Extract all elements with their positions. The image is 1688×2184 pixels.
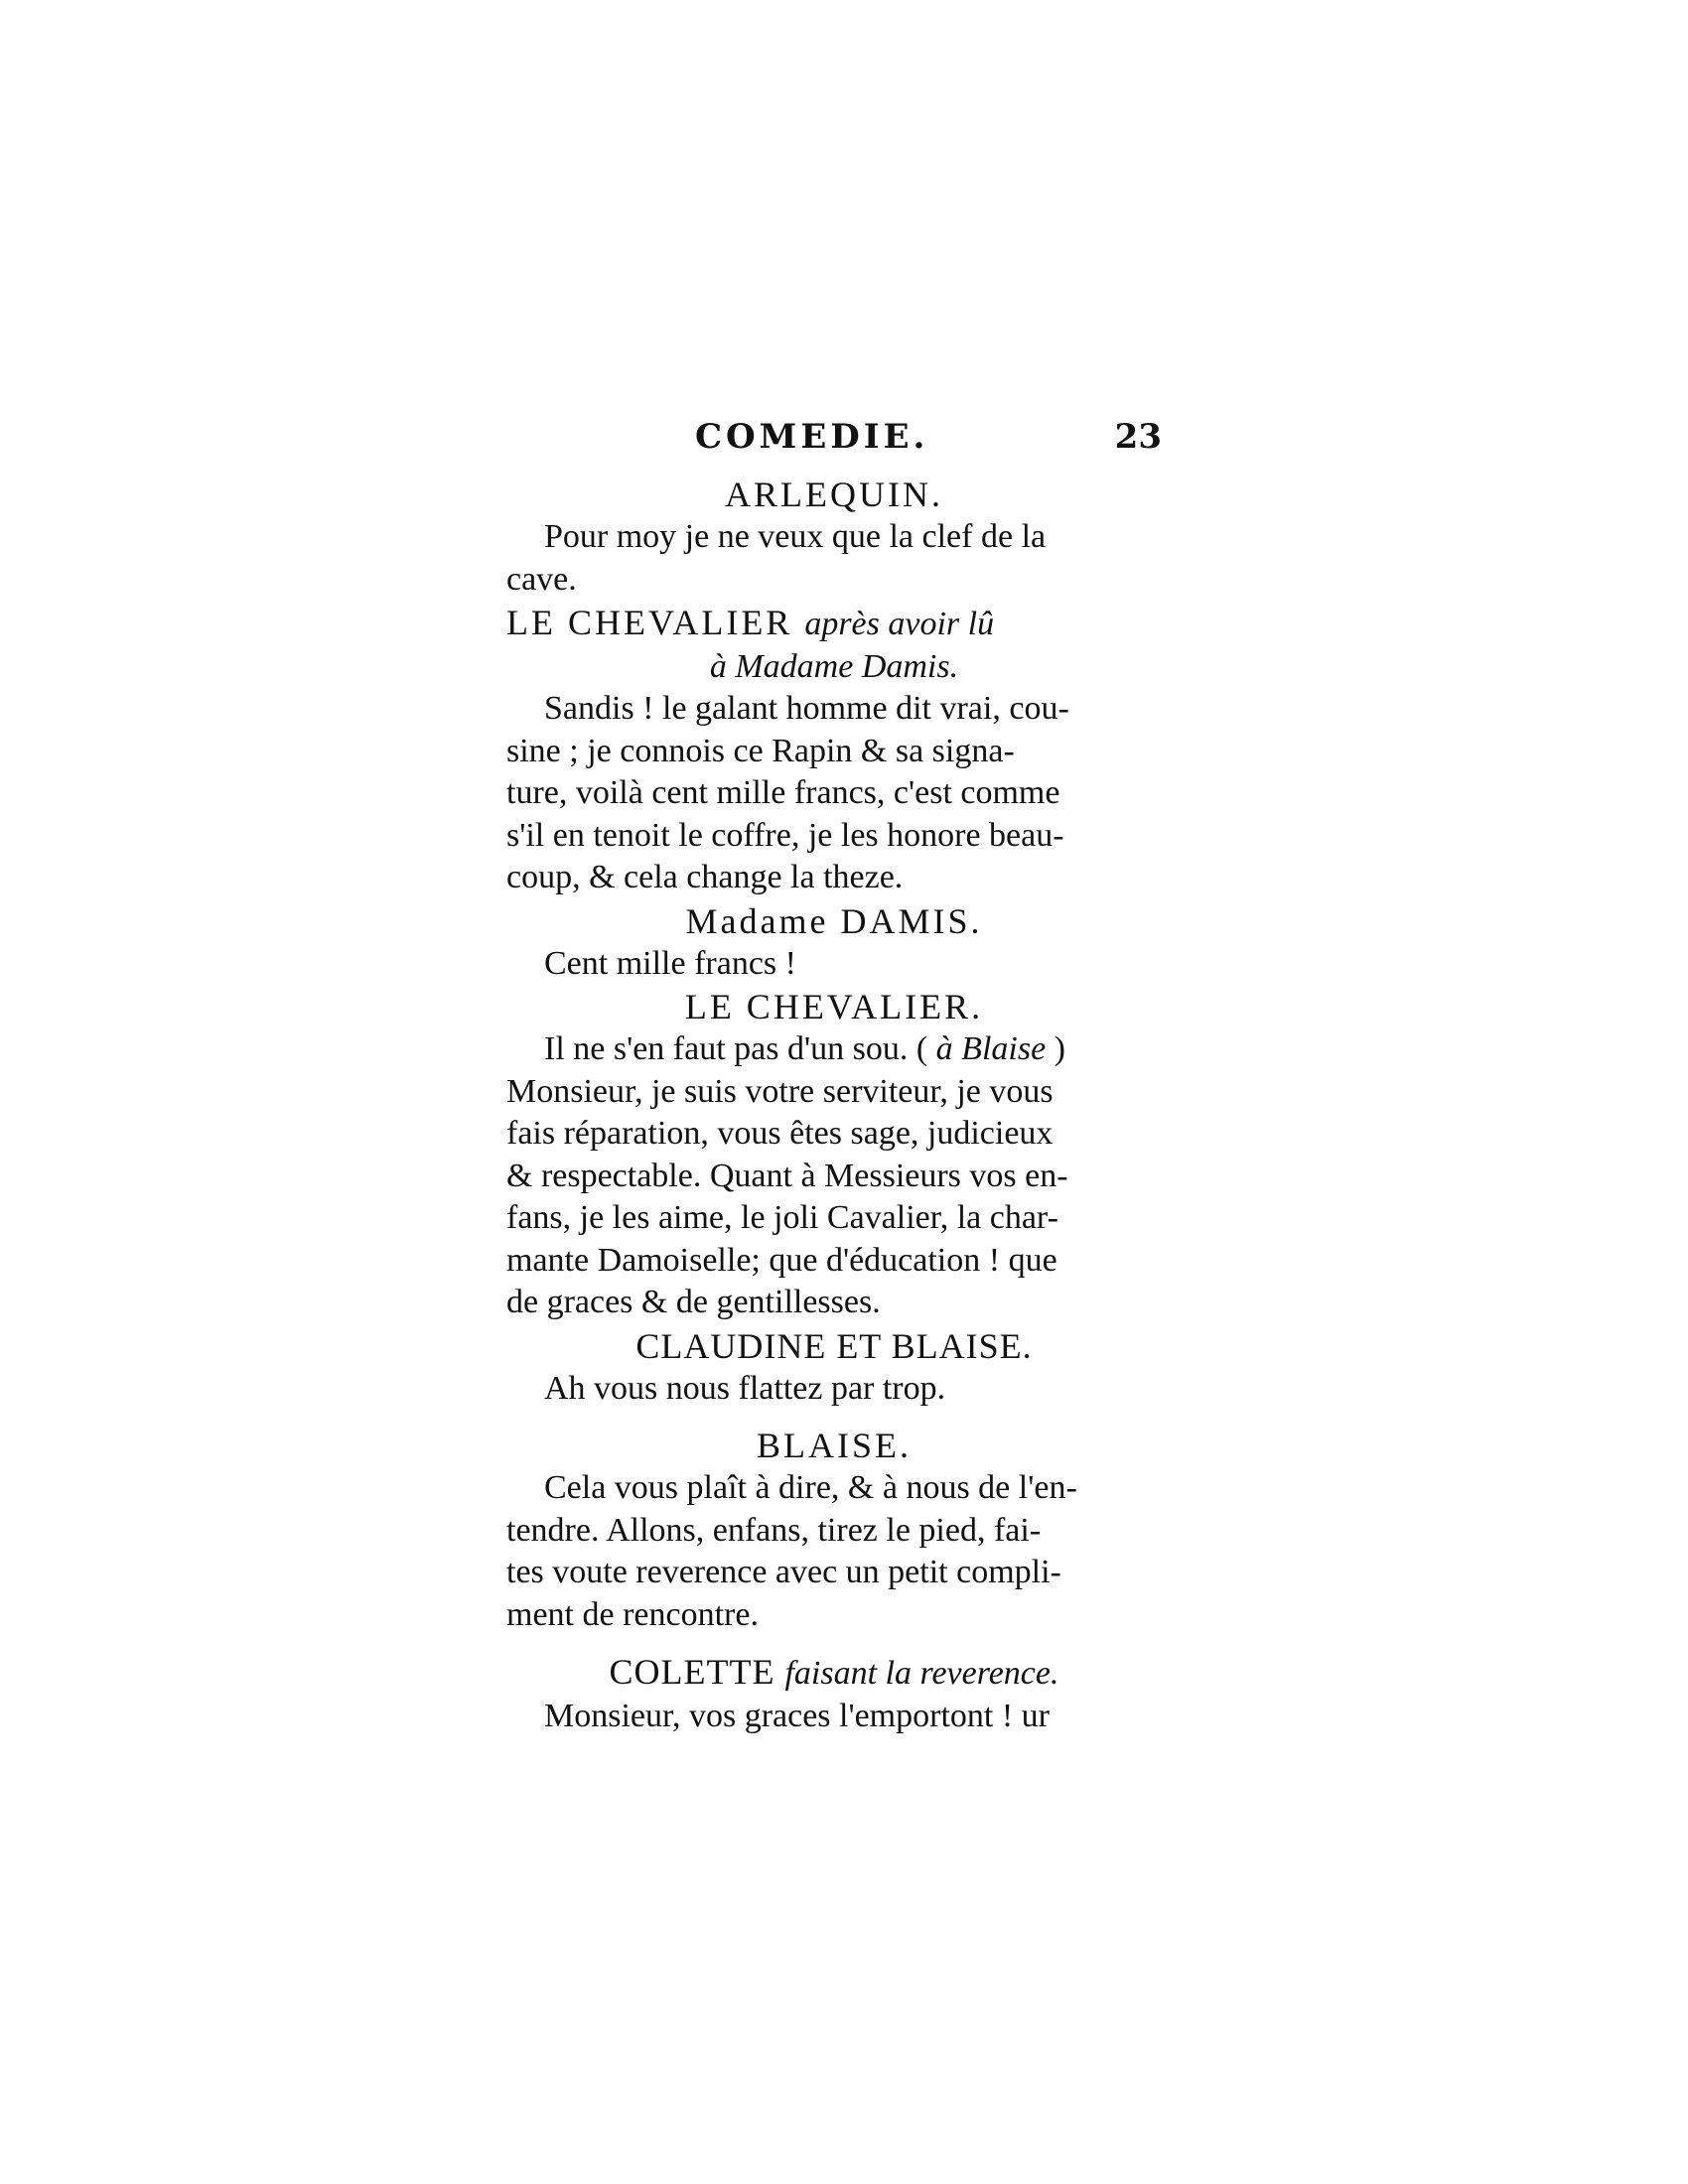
speaker-name-with-direction [506, 601, 1162, 646]
speech-line: Sandis ! le galant homme dit vrai, cou- [544, 690, 1069, 727]
page-header [695, 417, 1172, 477]
speech-line: fais réparation, vous êtes sage, judicieux [506, 1115, 1054, 1152]
speech-line: & respectable. Quant à Messieurs vos en- [506, 1157, 1068, 1194]
stage-direction: à Madame Damis. [709, 648, 959, 685]
speech-line: cave. [506, 560, 577, 598]
speech-line: Monsieur, je suis votre serviteur, je vous [506, 1072, 1054, 1110]
speaker-name: CLAUDINE ET BLAISE. [635, 1325, 1033, 1366]
speech-line: tendre. Allons, enfans, tirez le pied, fai- [506, 1511, 1042, 1549]
speaker-name-with-direction [506, 1650, 1162, 1696]
speech-line: Pour moy je ne veux que la clef de la [544, 518, 1047, 555]
speech-line [506, 1028, 1162, 1071]
stage-direction: faisant la reverence. [784, 1655, 1059, 1692]
speech-text: ) [1054, 1030, 1065, 1067]
speech-line: Cent mille francs ! [544, 944, 796, 982]
stage-direction: à Blaise [927, 1030, 1055, 1067]
speaker-name: LE CHEVALIER [506, 603, 793, 642]
speech-line: ture, voilà cent mille francs, c'est comme [506, 774, 1060, 811]
speech-text: Il ne s'en faut pas d'un sou. ( [544, 1030, 928, 1067]
running-title: COMEDIE. [695, 417, 929, 457]
speaker-name: COLETTE [609, 1652, 775, 1692]
speaker-name: BLAISE. [757, 1426, 912, 1465]
speech-line: sine ; je connois ce Rapin & sa signa- [506, 732, 1015, 769]
speech-line: mante Damoiselle; que d'éducation ! que [506, 1241, 1057, 1279]
speech-line: tes voute reverence avec un petit compli- [506, 1554, 1061, 1590]
speech-line: fans, je les aime, le joli Cavalier, la char- [506, 1199, 1058, 1236]
speech-line: ment de rencontre. [506, 1595, 759, 1633]
speech-line: Ah vous nous flattez par trop. [544, 1369, 946, 1407]
stage-direction: après avoir lû [804, 606, 995, 642]
dialogue-text [506, 473, 1162, 1738]
speech-line: de graces & de gentillesses. [506, 1284, 881, 1320]
speech-line: Monsieur, vos graces l'emportont ! ur [544, 1698, 1050, 1734]
speaker-name: LE CHEVALIER. [684, 987, 984, 1026]
speech-line: Cela vous plaît à dire, & à nous de l'en- [544, 1469, 1077, 1506]
page-number: 23 [1114, 417, 1162, 457]
speech-line: coup, & cela change la theze. [506, 859, 904, 895]
speaker-name: Madame DAMIS. [685, 900, 983, 941]
speaker-name: ARLEQUIN. [725, 475, 943, 514]
speech-line: s'il en tenoit le coffre, je les honore beau- [506, 816, 1064, 854]
